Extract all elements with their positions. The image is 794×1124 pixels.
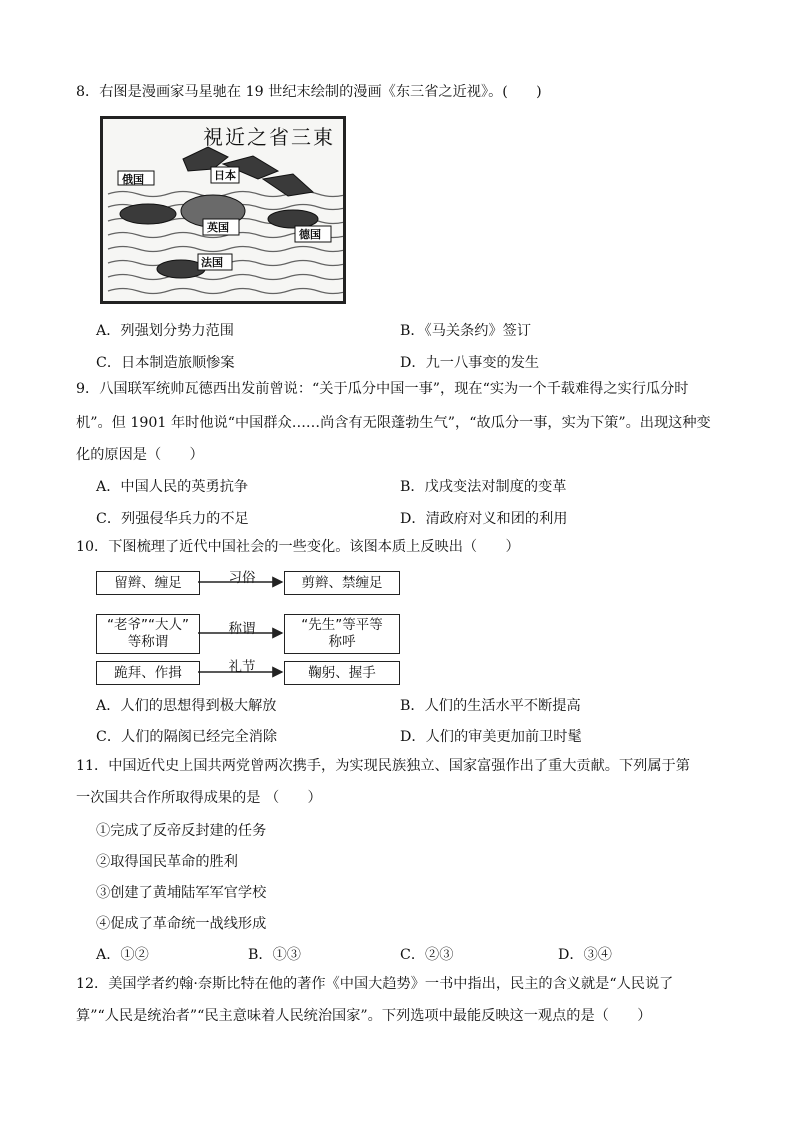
diagram-row1-left: 留辫、缠足 bbox=[96, 571, 200, 595]
cartoon-label-japan: 日本 bbox=[214, 169, 236, 182]
q9-option-d[interactable]: D．清政府对义和团的利用 bbox=[400, 511, 568, 527]
diagram-row3-right: 鞠躬、握手 bbox=[284, 661, 400, 685]
q11-stem-line1: 11．中国近代史上国共两党曾两次携手，为实现民族独立、国家富强作出了重大贡献。下列属于第 bbox=[76, 758, 690, 774]
cartoon-label-germany: 德国 bbox=[299, 228, 321, 241]
cartoon-title: 視近之省三東 bbox=[203, 125, 335, 149]
cartoon-label-britain: 英国 bbox=[207, 221, 229, 234]
diagram-row2-right-line1: “先生”等平等 bbox=[301, 617, 383, 633]
q10-option-c[interactable]: C．人们的隔阂已经完全消除 bbox=[96, 729, 278, 745]
diagram-row2-left bbox=[96, 614, 200, 654]
q10-option-b[interactable]: B．人们的生活水平不断提高 bbox=[400, 698, 581, 714]
diagram-arrows bbox=[196, 570, 288, 690]
diagram-row2-left-line2: 等称谓 bbox=[127, 634, 169, 650]
q8-option-b[interactable]: B．《马关条约》签订 bbox=[400, 323, 532, 339]
q11-item-3: ③创建了黄埔陆军军官学校 bbox=[96, 885, 267, 901]
q11-option-c[interactable]: C．②③ bbox=[400, 947, 454, 963]
q8-option-c[interactable]: C．日本制造旅顺惨案 bbox=[96, 355, 235, 371]
diagram-row2-label: 称谓 bbox=[228, 621, 256, 637]
q11-option-d[interactable]: D．③④ bbox=[558, 947, 612, 963]
q11-item-2: ②取得国民革命的胜利 bbox=[96, 854, 238, 870]
q9-stem-line3: 化的原因是（ ） bbox=[76, 447, 204, 463]
diagram-row1-label: 习俗 bbox=[228, 570, 256, 586]
q11-item-4: ④促成了革命统一战线形成 bbox=[96, 916, 267, 932]
q9-option-a[interactable]: A．中国人民的英勇抗争 bbox=[96, 479, 249, 495]
q10-stem: 10．下图梳理了近代中国社会的一些变化。该图本质上反映出（ ） bbox=[76, 539, 520, 555]
q11-option-b[interactable]: B．①③ bbox=[248, 947, 301, 963]
q9-option-c[interactable]: C．列强侵华兵力的不足 bbox=[96, 511, 249, 527]
diagram-row2-left-line1: “老爷”“大人” bbox=[107, 617, 189, 633]
cartoon-label-russia: 俄国 bbox=[122, 173, 144, 186]
diagram-row2-right bbox=[284, 614, 400, 654]
q9-stem-line2: 机”。但 1901 年时他说“中国群众……尚含有无限蓬勃生气”，“故瓜分一事，实为下策”。出现这种变 bbox=[76, 415, 711, 431]
q12-stem-line1: 12．美国学者约翰·奈斯比特在他的著作《中国大趋势》一书中指出，民主的含义就是“人民说了 bbox=[76, 976, 674, 992]
diagram-row3-label: 礼节 bbox=[228, 659, 256, 675]
q8-option-a[interactable]: A．列强划分势力范围 bbox=[96, 323, 234, 339]
q10-option-d[interactable]: D．人们的审美更加前卫时髦 bbox=[400, 729, 582, 745]
q11-option-a[interactable]: A．①② bbox=[96, 947, 149, 963]
cartoon-label-france: 法国 bbox=[201, 256, 223, 269]
q9-option-b[interactable]: B．戊戌变法对制度的变革 bbox=[400, 479, 567, 495]
diagram-row3-left: 跪拜、作揖 bbox=[96, 661, 200, 685]
q8-stem: 8．右图是漫画家马星驰在 19 世纪末绘制的漫画《东三省之近视》。( ) bbox=[76, 84, 542, 100]
diagram-row2-right-line2: 称呼 bbox=[328, 634, 356, 650]
q11-item-1: ①完成了反帝反封建的任务 bbox=[96, 823, 267, 839]
q8-option-d[interactable]: D．九一八事变的发生 bbox=[400, 355, 540, 371]
q12-stem-line2: 算”“人民是统治者”“民主意味着人民统治国家”。下列选项中最能反映这一观点的是（ ） bbox=[76, 1008, 652, 1024]
q8-cartoon-image bbox=[100, 116, 346, 304]
q11-stem-line2: 一次国共合作所取得成果的是 （ ） bbox=[76, 790, 322, 806]
q9-stem-line1: 9．八国联军统帅瓦德西出发前曾说：“关于瓜分中国一事”，现在“实为一个千载难得之实行瓜分时 bbox=[76, 381, 689, 397]
q10-option-a[interactable]: A．人们的思想得到极大解放 bbox=[96, 698, 277, 714]
diagram-row1-right: 剪辫、禁缠足 bbox=[284, 571, 400, 595]
